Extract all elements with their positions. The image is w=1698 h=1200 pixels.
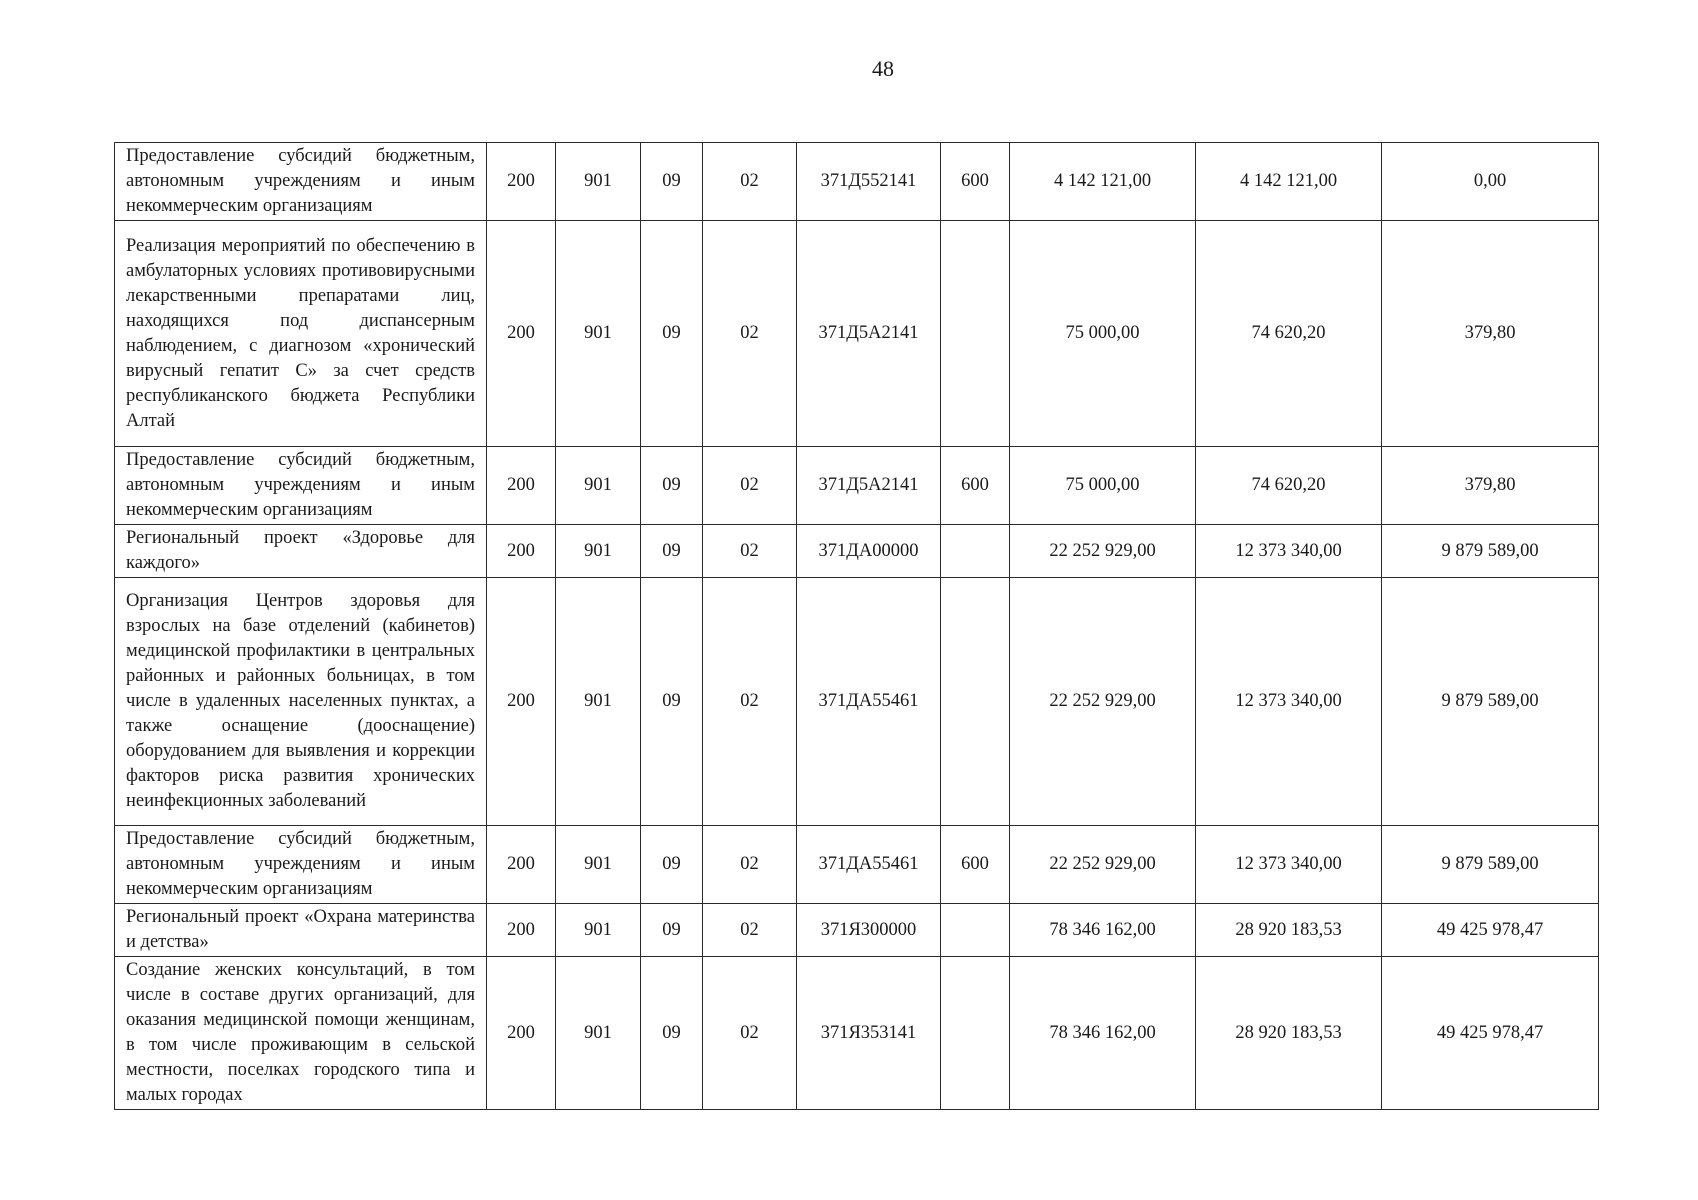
remainder-amount: 379,80 — [1382, 221, 1599, 447]
target-article: 371ДА55461 — [797, 826, 941, 904]
subsection-code: 02 — [703, 826, 797, 904]
page-number: 48 — [872, 56, 894, 81]
expense-type — [941, 957, 1010, 1110]
target-article: 371ДА00000 — [797, 525, 941, 578]
section-code: 09 — [641, 143, 703, 221]
table-row — [115, 578, 1599, 826]
section-code: 09 — [641, 447, 703, 525]
remainder-amount: 0,00 — [1382, 143, 1599, 221]
ministry-code: 901 — [556, 826, 641, 904]
remainder-amount: 9 879 589,00 — [1382, 826, 1599, 904]
row-name: Создание женских консультаций, в том числе в составе других организаций, для оказания медицинской помощи женщинам, в том числе проживающим в сельской местности, поселках городского типа и малых городах — [115, 957, 487, 1110]
target-article: 371Д5А2141 — [797, 447, 941, 525]
ministry-code: 901 — [556, 957, 641, 1110]
row-name: Организация Центров здоровья для взрослых на базе отделений (кабинетов) медицинской профилактики в центральных районных и районных больницах, в том числе в удаленных населенных пунктах, а также оснащение (дооснащение) оборудованием для выявления и коррекции факторов риска развития хронических неинфекционных заболеваний — [115, 578, 487, 826]
remainder-amount: 49 425 978,47 — [1382, 957, 1599, 1110]
target-article: 371Д5А2141 — [797, 221, 941, 447]
grbs-code: 200 — [487, 221, 556, 447]
subsection-code: 02 — [703, 525, 797, 578]
section-code: 09 — [641, 826, 703, 904]
subsection-code: 02 — [703, 578, 797, 826]
table-row — [115, 904, 1599, 957]
expense-type — [941, 578, 1010, 826]
plan-amount: 4 142 121,00 — [1010, 143, 1196, 221]
row-name: Предоставление субсидий бюджетным, автономным учреждениям и иным некоммерческим организациям — [115, 143, 487, 221]
expense-type: 600 — [941, 826, 1010, 904]
section-code: 09 — [641, 221, 703, 447]
table-row — [115, 525, 1599, 578]
target-article: 371Я353141 — [797, 957, 941, 1110]
fact-amount: 12 373 340,00 — [1196, 578, 1382, 826]
grbs-code: 200 — [487, 143, 556, 221]
section-code: 09 — [641, 957, 703, 1110]
row-name: Реализация мероприятий по обеспечению в амбулаторных условиях противовирусными лекарственными препаратами лиц, находящихся под диспансерным наблюдением, с диагнозом «хронический вирусный гепатит С» за счет средств республиканского бюджета Республики Алтай — [115, 221, 487, 447]
remainder-amount: 9 879 589,00 — [1382, 525, 1599, 578]
table-row — [115, 447, 1599, 525]
expense-type — [941, 904, 1010, 957]
target-article: 371Д552141 — [797, 143, 941, 221]
fact-amount: 4 142 121,00 — [1196, 143, 1382, 221]
subsection-code: 02 — [703, 957, 797, 1110]
grbs-code: 200 — [487, 957, 556, 1110]
grbs-code: 200 — [487, 826, 556, 904]
plan-amount: 22 252 929,00 — [1010, 826, 1196, 904]
fact-amount: 74 620,20 — [1196, 221, 1382, 447]
fact-amount: 28 920 183,53 — [1196, 904, 1382, 957]
grbs-code: 200 — [487, 447, 556, 525]
plan-amount: 22 252 929,00 — [1010, 525, 1196, 578]
expense-type: 600 — [941, 143, 1010, 221]
table-row — [115, 143, 1599, 221]
budget-table — [114, 142, 1599, 1110]
fact-amount: 12 373 340,00 — [1196, 525, 1382, 578]
ministry-code: 901 — [556, 143, 641, 221]
remainder-amount: 49 425 978,47 — [1382, 904, 1599, 957]
row-name: Предоставление субсидий бюджетным, автономным учреждениям и иным некоммерческим организациям — [115, 826, 487, 904]
subsection-code: 02 — [703, 904, 797, 957]
fact-amount: 12 373 340,00 — [1196, 826, 1382, 904]
section-code: 09 — [641, 578, 703, 826]
section-code: 09 — [641, 904, 703, 957]
expense-type — [941, 525, 1010, 578]
ministry-code: 901 — [556, 221, 641, 447]
target-article: 371ДА55461 — [797, 578, 941, 826]
grbs-code: 200 — [487, 525, 556, 578]
budget-table-body — [115, 143, 1599, 1110]
expense-type — [941, 221, 1010, 447]
expense-type: 600 — [941, 447, 1010, 525]
target-article: 371Я300000 — [797, 904, 941, 957]
plan-amount: 75 000,00 — [1010, 221, 1196, 447]
table-row — [115, 826, 1599, 904]
ministry-code: 901 — [556, 525, 641, 578]
subsection-code: 02 — [703, 447, 797, 525]
table-row — [115, 957, 1599, 1110]
row-name: Региональный проект «Охрана материнства и детства» — [115, 904, 487, 957]
plan-amount: 22 252 929,00 — [1010, 578, 1196, 826]
row-name: Региональный проект «Здоровье для каждого» — [115, 525, 487, 578]
remainder-amount: 379,80 — [1382, 447, 1599, 525]
grbs-code: 200 — [487, 904, 556, 957]
subsection-code: 02 — [703, 221, 797, 447]
subsection-code: 02 — [703, 143, 797, 221]
plan-amount: 78 346 162,00 — [1010, 957, 1196, 1110]
ministry-code: 901 — [556, 578, 641, 826]
fact-amount: 28 920 183,53 — [1196, 957, 1382, 1110]
row-name: Предоставление субсидий бюджетным, автономным учреждениям и иным некоммерческим организациям — [115, 447, 487, 525]
fact-amount: 74 620,20 — [1196, 447, 1382, 525]
table-row — [115, 221, 1599, 447]
grbs-code: 200 — [487, 578, 556, 826]
plan-amount: 75 000,00 — [1010, 447, 1196, 525]
section-code: 09 — [641, 525, 703, 578]
plan-amount: 78 346 162,00 — [1010, 904, 1196, 957]
ministry-code: 901 — [556, 447, 641, 525]
ministry-code: 901 — [556, 904, 641, 957]
remainder-amount: 9 879 589,00 — [1382, 578, 1599, 826]
